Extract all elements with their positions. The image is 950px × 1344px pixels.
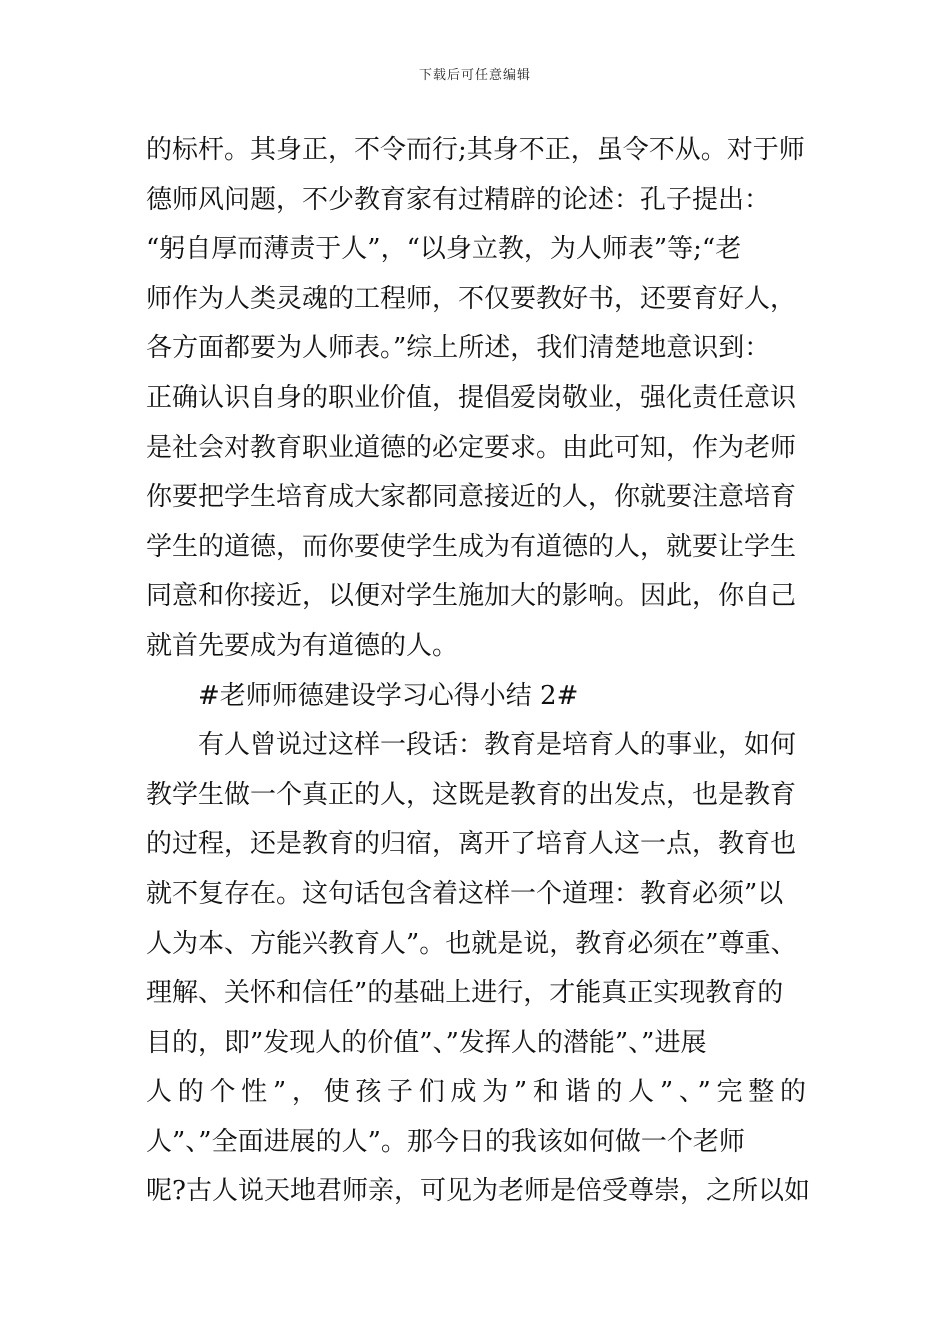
paragraph-1-line: 就首先要成为有道德的人。 xyxy=(146,630,459,661)
paragraph-2-line: 的过程，还是教育的归宿，离开了培育人这一点，教育也 xyxy=(146,829,797,860)
paragraph-1-line: 师作为人类灵魂的工程师，不仅要教好书，还要育好人， xyxy=(146,283,797,314)
paragraph-2-line: 目的，即”发现人的价值”、”发挥人的潜能”、”进展 xyxy=(146,1027,707,1058)
paragraph-1-line: 学生的道德，而你要使学生成为有道德的人，就要让学生 xyxy=(146,531,797,562)
paragraph-1-line: “躬自厚而薄责于人”，“以身立教，为人师表”等;“老 xyxy=(146,234,742,265)
paragraph-2-line: 人为本、方能兴教育人”。也就是说，教育必须在”尊重、 xyxy=(146,928,797,959)
section-heading: #老师师德建设学习心得小结 2# xyxy=(198,680,579,711)
paragraph-2-line: 教学生做一个真正的人，这既是教育的出发点，也是教育 xyxy=(146,779,797,810)
page-header-note: 下载后可任意编辑 xyxy=(418,68,531,83)
paragraph-1-line: 你要把学生培育成大家都同意接近的人，你就要注意培育 xyxy=(146,482,797,513)
paragraph-2-line: 有人曾说过这样一段话：教育是培育人的事业，如何 xyxy=(198,730,797,761)
paragraph-1-line: 同意和你接近，以便对学生施加大的影响。因此，你自己 xyxy=(146,581,797,612)
paragraph-2-line: 就不复存在。这句话包含着这样一个道理：教育必须”以 xyxy=(146,878,784,909)
paragraph-2-line: 人”、”全面进展的人”。那今日的我该如何做一个老师 xyxy=(146,1126,745,1157)
paragraph-2-line: 人的个性”，使孩子们成为”和谐的人”、”完整的 xyxy=(146,1077,806,1108)
paragraph-1-line: 正确认识自身的职业价值，提倡爱岗敬业，强化责任意识 xyxy=(146,382,797,413)
document-body xyxy=(146,126,810,1217)
paragraph-1-line: 的标杆。其身正，不令而行;其身不正，虽令不从。对于师 xyxy=(146,135,805,165)
paragraph-1-line: 是社会对教育职业道德的必定要求。由此可知，作为老师 xyxy=(146,432,797,463)
paragraph-2-line: 理解、关怀和信任”的基础上进行，才能真正实现教育的 xyxy=(146,978,784,1009)
paragraph-1-line: 各方面都要为人师表。”综上所述，我们清楚地意识到： xyxy=(146,333,771,364)
paragraph-2-line: 呢?古人说天地君师亲，可见为老师是倍受尊崇，之所以如 xyxy=(146,1176,810,1207)
paragraph-1-line: 德师风问题，不少教育家有过精辟的论述：孔子提出： xyxy=(146,184,771,215)
